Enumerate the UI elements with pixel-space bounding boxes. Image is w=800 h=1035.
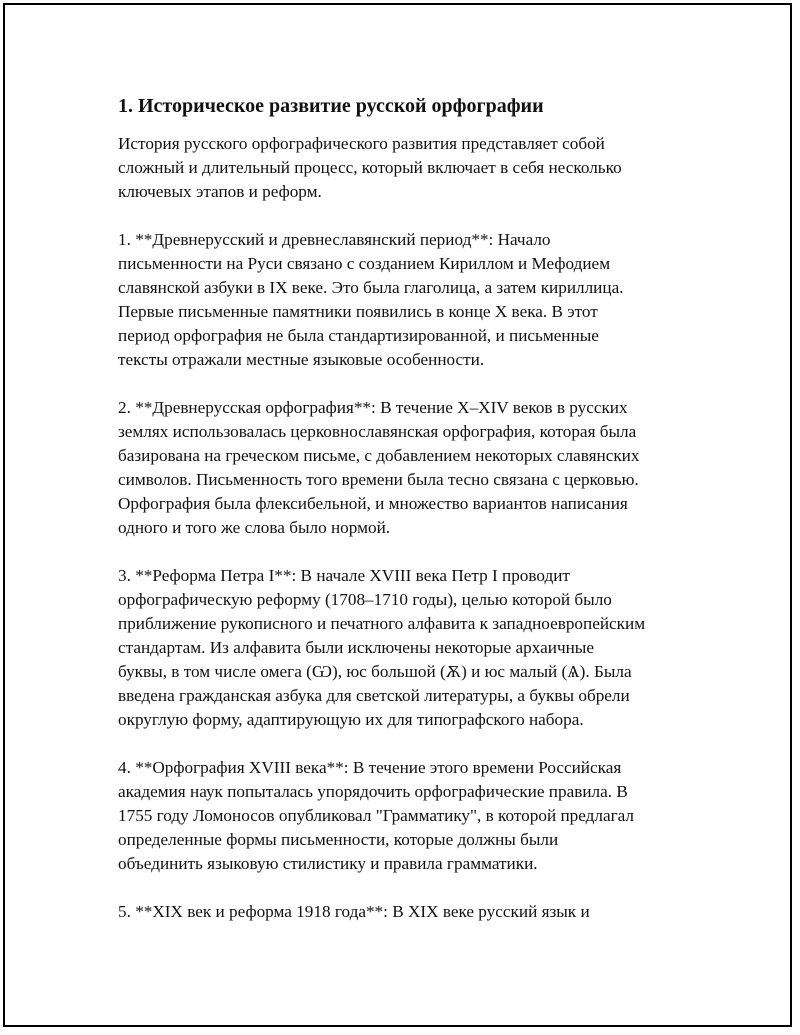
text-line: Первые письменные памятники появились в конце X века. В этот	[118, 302, 598, 321]
text-line: округлую форму, адаптирующую их для типографского набора.	[118, 710, 584, 729]
text-line: 3. **Реформа Петра I**: В начале XVIII века Петр I проводит	[118, 566, 570, 585]
text-line: академия наук попыталась упорядочить орфографические правила. В	[118, 782, 628, 801]
paragraph-old-russian-orthography	[118, 396, 708, 540]
paragraph-18th-century	[118, 756, 708, 876]
text-line: землях использовалась церковнославянская орфография, которая была	[118, 422, 637, 441]
text-line: 1. **Древнерусский и древнеславянский период**: Начало	[118, 230, 551, 249]
text-line: 2. **Древнерусская орфография**: В течение X–XIV веков в русских	[118, 398, 628, 417]
text-line: 5. **XIX век и реформа 1918 года**: В XIX веке русский язык и	[118, 902, 590, 921]
text-line: введена гражданская азбука для светской литературы, а буквы обрели	[118, 686, 630, 705]
text-line: одного и того же слова было нормой.	[118, 518, 391, 537]
text-line: Орфография была флексибельной, и множество вариантов написания	[118, 494, 628, 513]
text-line: тексты отражали местные языковые особенности.	[118, 350, 485, 369]
paragraph-19th-century	[118, 900, 708, 924]
text-line: буквы, в том числе омега (Ѡ), юс большой (Ѫ) и юс малый (Ѧ). Была	[118, 662, 632, 681]
text-line: стандартам. Из алфавита были исключены некоторые архаичные	[118, 638, 594, 657]
paragraph-old-russian-period	[118, 228, 708, 372]
text-line: символов. Письменность того времени была тесно связана с церковью.	[118, 470, 639, 489]
text-line: объединить языковую стилистику и правила грамматики.	[118, 854, 538, 873]
text-line: определенные формы письменности, которые должны были	[118, 830, 559, 849]
text-line: ключевых этапов и реформ.	[118, 182, 322, 201]
text-line: История русского орфографического развития представляет собой	[118, 134, 605, 153]
section-heading: 1. Историческое развитие русской орфографии	[118, 95, 544, 117]
text-line: орфографическую реформу (1708–1710 годы), целью которой было	[118, 590, 612, 609]
text-line: письменности на Руси связано с созданием Кириллом и Мефодием	[118, 254, 611, 273]
text-line: период орфография не была стандартизированной, и письменные	[118, 326, 599, 345]
text-line: 1755 году Ломоносов опубликовал "Грамматику", в которой предлагал	[118, 806, 635, 825]
paragraph-peter-reform	[118, 564, 708, 732]
text-line: славянской азбуки в IX веке. Это была глаголица, а затем кириллица.	[118, 278, 624, 297]
document-body	[118, 92, 708, 948]
text-line: 4. **Орфография XVIII века**: В течение этого времени Российская	[118, 758, 622, 777]
text-line: базирована на греческом письме, с добавлением некоторых славянских	[118, 446, 640, 465]
text-line: приближение рукописного и печатного алфавита к западноевропейским	[118, 614, 646, 633]
text-line: сложный и длительный процесс, который включает в себя несколько	[118, 158, 622, 177]
intro-paragraph	[118, 132, 708, 204]
